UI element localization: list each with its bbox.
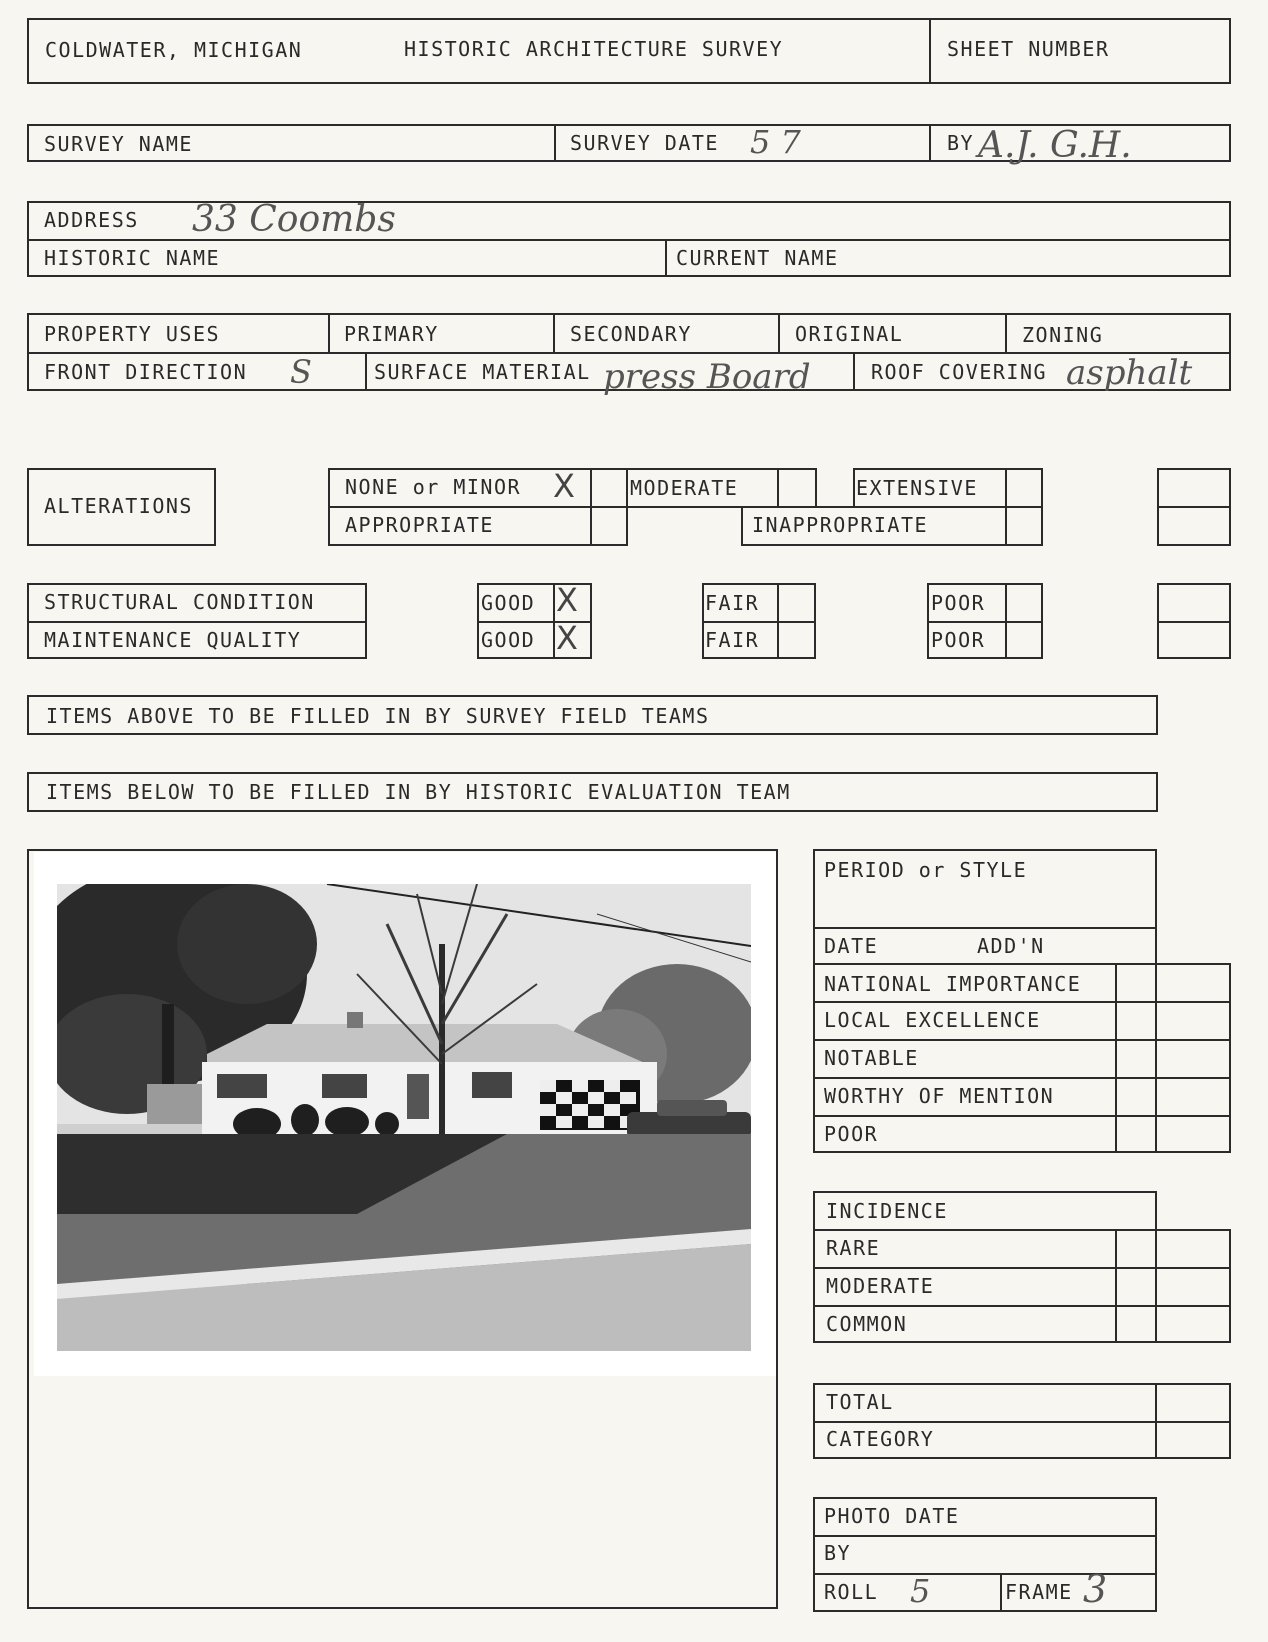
structural-fair-label: FAIR xyxy=(705,591,760,615)
historic-name-label: HISTORIC NAME xyxy=(44,246,221,270)
eval-item-notable: NOTABLE xyxy=(824,1046,919,1070)
survey-by-value: A.J. G.H. xyxy=(978,125,1132,166)
incidence-score-column xyxy=(1115,1229,1231,1343)
eval-item-national-importance: NATIONAL IMPORTANCE xyxy=(824,972,1082,996)
inappropriate-label: INAPPROPRIATE xyxy=(752,513,929,537)
note-below: ITEMS BELOW TO BE FILLED IN BY HISTORIC EVALUATION TEAM xyxy=(46,780,791,804)
note-above: ITEMS ABOVE TO BE FILLED IN BY SURVEY FIELD TEAMS xyxy=(46,704,710,728)
maintenance-good-check[interactable]: X xyxy=(556,619,578,657)
addn-label: ADD'N xyxy=(977,934,1045,958)
sheet-number-label: SHEET NUMBER xyxy=(947,37,1110,61)
none-or-minor-check[interactable]: X xyxy=(553,467,575,505)
evaluation-score-column xyxy=(1115,963,1231,1153)
structural-condition-label: STRUCTURAL CONDITION xyxy=(44,590,315,614)
extensive-label: EXTENSIVE xyxy=(856,476,978,500)
survey-name-label: SURVEY NAME xyxy=(44,132,193,156)
surface-material-value: press Board xyxy=(603,357,811,397)
roll-value: 5 xyxy=(910,1572,931,1610)
frame-value: 3 xyxy=(1083,1567,1108,1611)
survey-date-value: 5 7 xyxy=(750,123,801,161)
photo-date-label: PHOTO DATE xyxy=(824,1504,960,1528)
survey-date-label: SURVEY DATE xyxy=(570,131,719,155)
front-direction-value: S xyxy=(290,353,312,391)
address-value: 33 Coombs xyxy=(192,199,396,240)
front-direction-label: FRONT DIRECTION xyxy=(44,360,248,384)
period-style-label: PERIOD or STYLE xyxy=(824,858,1028,882)
maintenance-quality-label: MAINTENANCE QUALITY xyxy=(44,628,302,652)
roll-label: ROLL xyxy=(824,1580,879,1604)
eval-item-worthy-of-mention: WORTHY OF MENTION xyxy=(824,1084,1055,1108)
property-uses-label: PROPERTY USES xyxy=(44,322,221,346)
maintenance-good-label: GOOD xyxy=(481,628,536,652)
house-photograph xyxy=(57,884,751,1351)
address-label: ADDRESS xyxy=(44,208,139,232)
eval-item-local-excellence: LOCAL EXCELLENCE xyxy=(824,1008,1041,1032)
structural-poor-label: POOR xyxy=(931,591,986,615)
maintenance-poor-label: POOR xyxy=(931,628,986,652)
incidence-label: INCIDENCE xyxy=(826,1199,948,1223)
maintenance-fair-label: FAIR xyxy=(705,628,760,652)
survey-by-label: BY xyxy=(947,131,975,155)
current-name-label: CURRENT NAME xyxy=(676,246,839,270)
incidence-rare: RARE xyxy=(826,1236,881,1260)
none-or-minor-label: NONE or MINOR xyxy=(345,475,522,499)
roof-covering-value: asphalt xyxy=(1066,353,1193,393)
surface-material-label: SURFACE MATERIAL xyxy=(374,360,591,384)
moderate-label: MODERATE xyxy=(630,476,739,500)
form-title: HISTORIC ARCHITECTURE SURVEY xyxy=(404,37,784,61)
original-label: ORIGINAL xyxy=(795,322,904,346)
incidence-common: COMMON xyxy=(826,1312,908,1336)
secondary-label: SECONDARY xyxy=(570,322,692,346)
photo-by-label: BY xyxy=(824,1541,852,1565)
structural-good-check[interactable]: X xyxy=(556,581,578,619)
category-label: CATEGORY xyxy=(826,1427,935,1451)
structural-good-label: GOOD xyxy=(481,591,536,615)
frame-label: FRAME xyxy=(1005,1580,1073,1604)
primary-label: PRIMARY xyxy=(344,322,439,346)
alterations-label: ALTERATIONS xyxy=(44,494,193,518)
eval-item-poor: POOR xyxy=(824,1122,879,1146)
city-label: COLDWATER, MICHIGAN xyxy=(45,38,303,62)
zoning-label: ZONING xyxy=(1022,323,1104,347)
total-label: TOTAL xyxy=(826,1390,894,1414)
incidence-moderate: MODERATE xyxy=(826,1274,935,1298)
roof-covering-label: ROOF COVERING xyxy=(871,360,1048,384)
appropriate-label: APPROPRIATE xyxy=(345,513,494,537)
date-label: DATE xyxy=(824,934,879,958)
